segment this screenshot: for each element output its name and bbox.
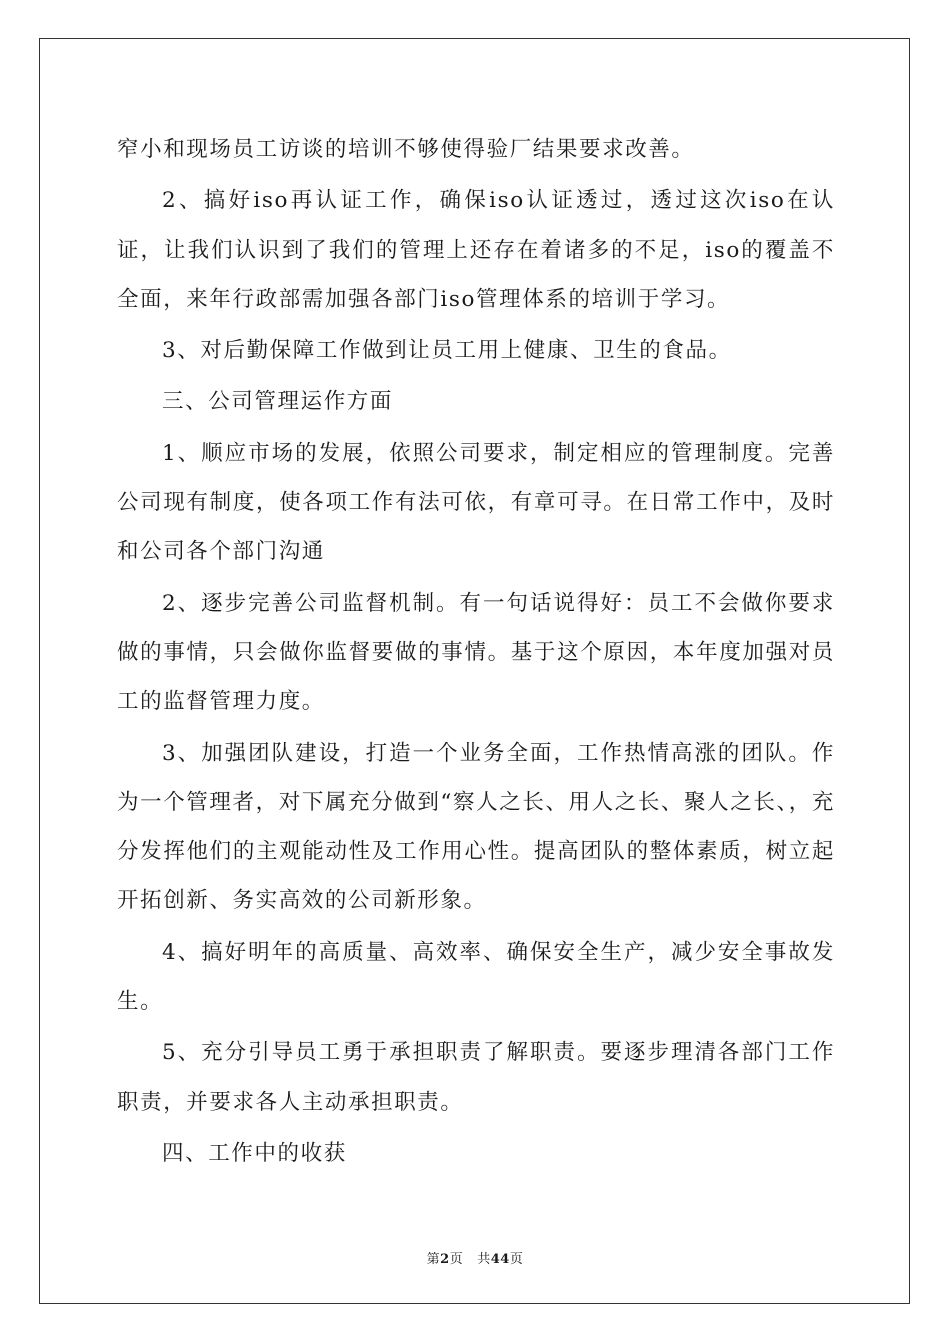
- paragraph-item-1-market: 1、顺应市场的发展，依照公司要求，制定相应的管理制度。完善公司现有制度，使各项工作有法可依，有章可寻。在日常工作中，及时和公司各个部门沟通: [117, 440, 835, 565]
- page-suffix: 页: [449, 1252, 464, 1267]
- page-prefix: 第: [426, 1252, 441, 1267]
- paragraph-item-3-team: 3、加强团队建设，打造一个业务全面，工作热情高涨的团队。作为一个管理者，对下属充分做到“察人之长、用人之长、聚人之长、，充分发挥他们的主观能动性及工作用心性。提高团队的整体素质，树立起开拓创新、务实高效的公司新形象。: [117, 740, 835, 914]
- total-prefix: 共: [477, 1252, 491, 1267]
- section-heading-management: 三、公司管理运作方面: [162, 389, 394, 415]
- paragraph-item-3-logistics: 3、对后勤保障工作做到让员工用上健康、卫生的食品。: [162, 338, 732, 364]
- page-footer: [0, 1248, 950, 1267]
- paragraph-continuation: 窄小和现场员工访谈的培训不够使得验厂结果要求改善。: [117, 137, 695, 162]
- paragraph-item-4-safety: 4、搞好明年的高质量、高效率、确保安全生产，减少安全事故发生。: [117, 939, 835, 1015]
- document-body: [117, 125, 835, 1180]
- paragraph-item-5-responsibility: 5、充分引导员工勇于承担职责了解职责。要逐步理清各部门工作职责，并要求各人主动承担职责。: [117, 1040, 835, 1115]
- section-heading-gains: 四、工作中的收获: [162, 1140, 347, 1166]
- page-number: 2: [440, 1252, 450, 1267]
- total-pages: 44: [490, 1252, 510, 1267]
- paragraph-item-2-supervision: 2、逐步完善公司监督机制。有一句话说得好：员工不会做你要求做的事情，只会做你监督要做的事情。基于这个原因，本年度加强对员工的监督管理力度。: [117, 590, 835, 715]
- total-suffix: 页: [509, 1252, 524, 1267]
- paragraph-item-2-iso: 2、搞好iso再认证工作，确保iso认证透过，透过这次iso在认证，让我们认识到了我们的管理上还存在着诸多的不足，iso的覆盖不全面，来年行政部需加强各部门iso管理体系的培训于学习。: [117, 188, 835, 312]
